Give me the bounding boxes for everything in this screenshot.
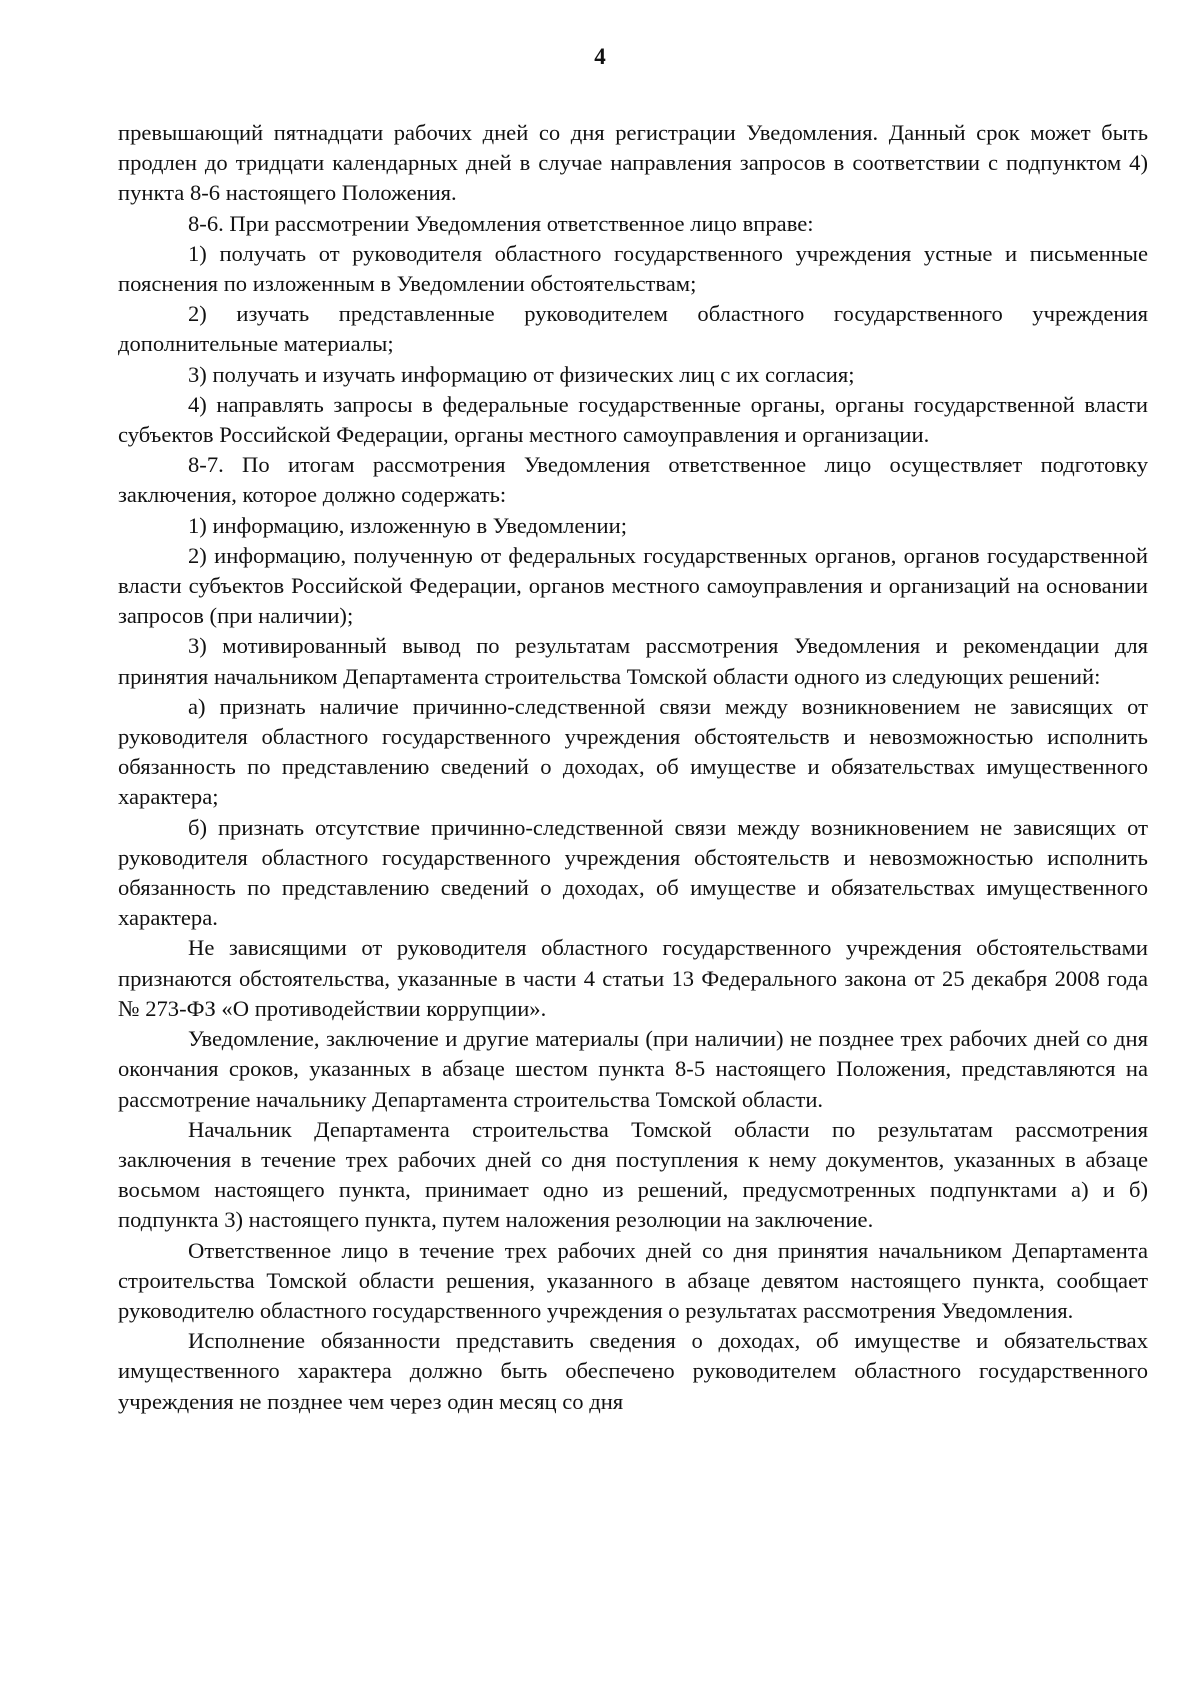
paragraph-notification: Ответственное лицо в течение трех рабочих дней со дня принятия начальником Департамента строительства Томской области решения, указанного в абзаце девятом настоящего пункта, сообщает руководителю областного государственного учреждения о результатах рассмотрения Уведомления. — [118, 1237, 1148, 1323]
document-body — [118, 118, 1148, 1417]
page-number: 4 — [594, 44, 606, 69]
paragraph-8-6-item-2: 2) изучать представленные руководителем областного государственного учреждения дополнительные материалы; — [118, 301, 1148, 357]
paragraph-8-6-item-4: 4) направлять запросы в федеральные государственные органы, органы государственной власти субъектов Российской Федерации, органы местного самоуправления и организации. — [118, 391, 1148, 448]
paragraph-subitem-a: а) признать наличие причинно-следственной связи между возникновением не зависящих от руководителя областного государственного учреждения обстоятельств и невозможностью исполнить обязанность по представлению сведений о доходах, об имуществе и обязательствах имущественного характера; — [118, 693, 1148, 810]
paragraph-obligation: Исполнение обязанности представить сведения о доходах, об имуществе и обязательствах имущественного характера должно быть обеспечено руководителем областного государственного учреждения не позднее чем через один месяц со дня — [118, 1328, 1148, 1414]
paragraph-8-6-item-1: 1) получать от руководителя областного государственного учреждения устные и письменные пояснения по изложенным в Уведомлении обстоятельствам; — [118, 240, 1148, 297]
paragraph-8-6-item-3: 3) получать и изучать информацию от физических лиц с их согласия; — [188, 361, 855, 387]
paragraph-head-decision: Начальник Департамента строительства Томской области по результатам рассмотрения заключения в течение трех рабочих дней со дня поступления к нему документов, указанных в абзаце восьмом настоящего пункта, принимает одно из решений, предусмотренных подпунктами а) и б) подпункта 3) настоящего пункта, путем наложения резолюции на заключение. — [118, 1116, 1148, 1233]
paragraph-8-7-item-3: 3) мотивированный вывод по результатам рассмотрения Уведомления и рекомендации для принятия начальником Департамента строительства Томской области одного из следующих решений: — [118, 633, 1148, 689]
paragraph-clause-8-7: 8-7. По итогам рассмотрения Уведомления ответственное лицо осуществляет подготовку заключения, которое должно содержать: — [118, 452, 1148, 508]
paragraph-clause-8-6: 8-6. При рассмотрении Уведомления ответственное лицо вправе: — [188, 210, 814, 236]
paragraph-8-7-item-1: 1) информацию, изложенную в Уведомлении; — [188, 512, 627, 538]
paragraph-8-7-item-2: 2) информацию, полученную от федеральных государственных органов, органов государственной власти субъектов Российской Федерации, органов местного самоуправления и организаций на основании запросов (при наличии); — [118, 542, 1148, 629]
paragraph-continuation: превышающий пятнадцати рабочих дней со дня регистрации Уведомления. Данный срок может быть продлен до тридцати календарных дней в случае направления запросов в соответствии с подпунктом 4) пункта 8-6 настоящего Положения. — [118, 120, 1148, 206]
paragraph-circumstances: Не зависящими от руководителя областного государственного учреждения обстоятельствами признаются обстоятельства, указанные в части 4 статьи 13 Федерального закона от 25 декабря 2008 года № 273-ФЗ «О противодействии коррупции». — [118, 935, 1148, 1021]
paragraph-subitem-b: б) признать отсутствие причинно-следственной связи между возникновением не зависящих от руководителя областного государственного учреждения обстоятельств и невозможностью исполнить обязанность по представлению сведений о доходах, об имуществе и обязательствах имущественного характера. — [118, 814, 1148, 931]
paragraph-submission: Уведомление, заключение и другие материалы (при наличии) не позднее трех рабочих дней со дня окончания сроков, указанных в абзаце шестом пункта 8-5 настоящего Положения, представляются на рассмотрение начальнику Департамента строительства Томской области. — [118, 1026, 1148, 1112]
